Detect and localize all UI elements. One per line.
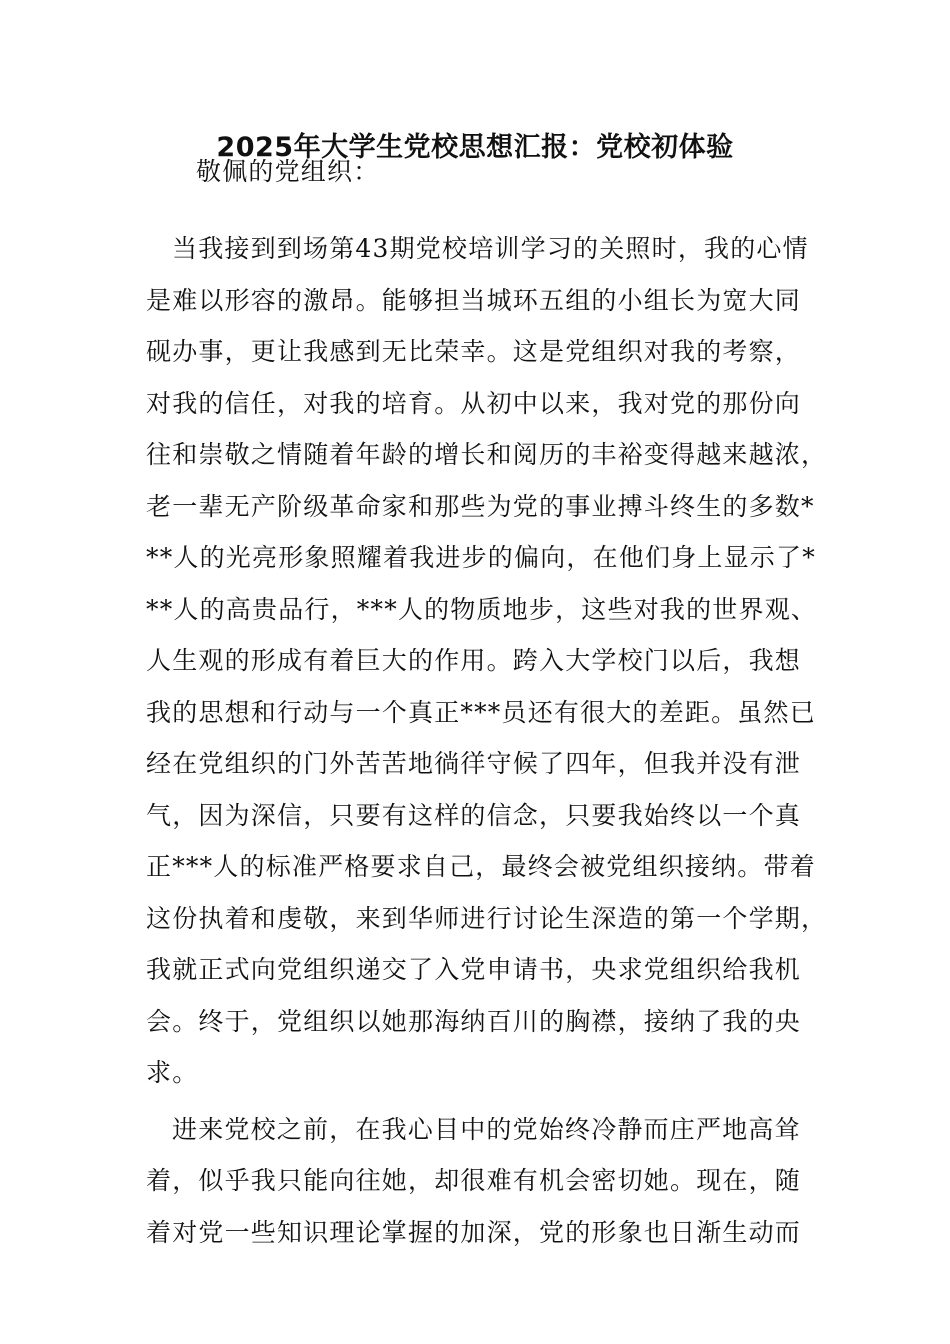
paragraph-line: 气，因为深信，只要有这样的信念，只要我始终以一个真 (146, 801, 802, 830)
paragraph-line: **人的光亮形象照耀着我进步的偏向，在他们身上显示了* (146, 543, 816, 572)
paragraph-line: 着，似乎我只能向往她，却很难有机会密切她。现在，随 (146, 1166, 802, 1195)
paragraph-line: 我的思想和行动与一个真正***员还有很大的差距。虽然已 (146, 698, 816, 727)
paragraph-line: 当我接到到场第43期党校培训学习的关照时，我的心情 (172, 234, 809, 263)
salutation: 敬佩的党组织： (196, 157, 380, 186)
paragraph-line: 正***人的标准严格要求自己，最终会被党组织接纳。带着 (146, 852, 816, 881)
paragraph-line: 会。终于，党组织以她那海纳百川的胸襟，接纳了我的央 (146, 1007, 802, 1036)
paragraph-line: 砚办事，更让我感到无比荣幸。这是党组织对我的考察， (146, 337, 802, 366)
paragraph-line: 对我的信任，对我的培育。从初中以来，我对党的那份向 (146, 389, 802, 418)
paragraph-line: 这份执着和虔敬，来到华师进行讨论生深造的第一个学期， (146, 904, 828, 933)
paragraph-line: 是难以形容的激昂。能够担当城环五组的小组长为宽大同 (146, 286, 802, 315)
document-title: 2025年大学生党校思想汇报：党校初体验 (216, 132, 734, 163)
paragraph-line: 人生观的形成有着巨大的作用。跨入大学校门以后，我想 (146, 646, 802, 675)
paragraph-line: **人的高贵品行，***人的物质地步，这些对我的世界观、 (146, 595, 818, 624)
paragraph-line: 经在党组织的门外苦苦地徜徉守候了四年，但我并没有泄 (146, 749, 802, 778)
paragraph-line: 往和崇敬之情随着年龄的增长和阅历的丰裕变得越来越浓， (146, 440, 828, 469)
paragraph-line: 我就正式向党组织递交了入党申请书，央求党组织给我机 (146, 955, 802, 984)
paragraph-line: 着对党一些知识理论掌握的加深，党的形象也日渐生动而 (146, 1218, 802, 1247)
paragraph-line: 求。 (146, 1058, 199, 1087)
paragraph-line: 进来党校之前，在我心目中的党始终冷静而庄严地高耸 (172, 1115, 801, 1144)
paragraph-line: 老一辈无产阶级革命家和那些为党的事业搏斗终生的多数* (146, 492, 815, 521)
